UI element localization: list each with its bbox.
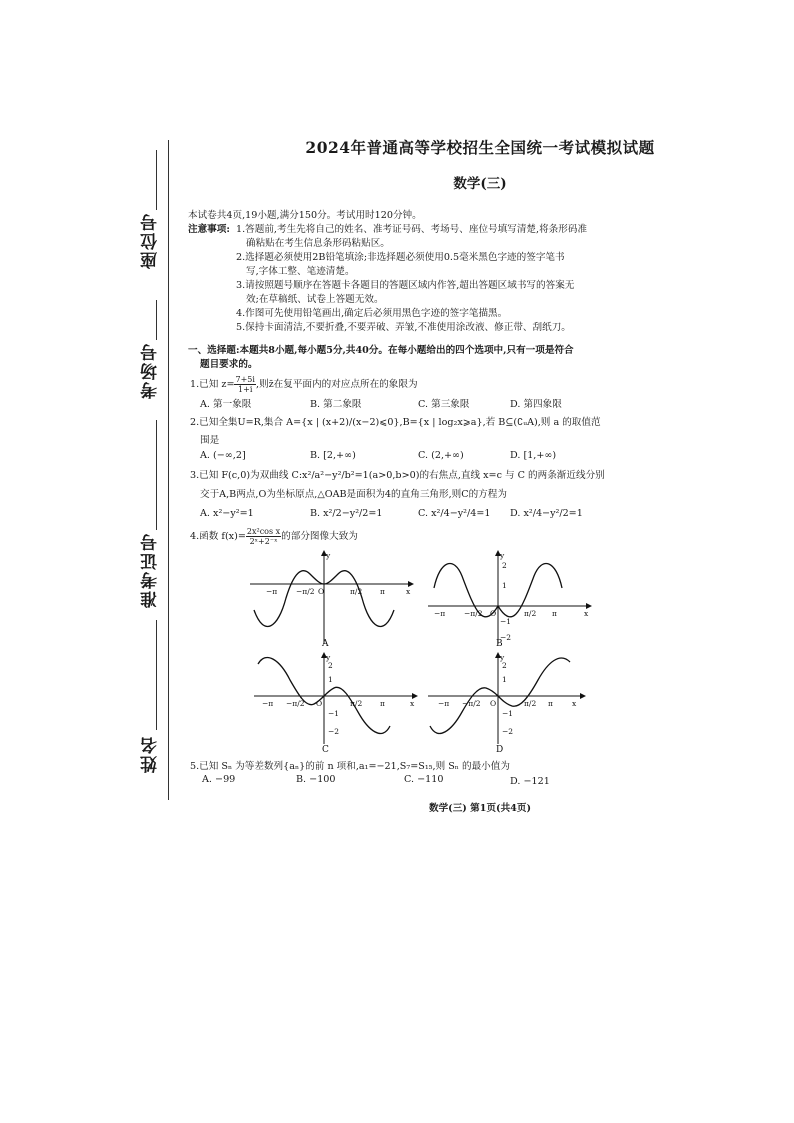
ytick-1: 1 xyxy=(328,675,333,684)
exam-room-label: 考场号 xyxy=(141,342,161,399)
q2-option-c: C. (2,+∞) xyxy=(418,450,464,461)
q4-denominator: 2ˣ+2⁻ˣ xyxy=(249,537,278,546)
q5-option-a: A. −99 xyxy=(202,774,236,785)
question-5: 5.已知 Sₙ 为等差数列{aₙ}的前 n 项和,a₁=−21,S₇=S₁₅,则 Sₙ 的最小值为 xyxy=(190,761,510,772)
tick-pi: π xyxy=(380,699,385,708)
question-4 xyxy=(190,526,358,548)
tick-neg-pi: −π xyxy=(266,587,278,596)
ytick-neg-1: −1 xyxy=(502,709,514,718)
origin-label: O xyxy=(316,699,323,708)
question-3-cont: 交于A,B两点,O为坐标原点,△OAB是面积为4的直角三角形,则C的方程为 xyxy=(200,489,507,500)
admission-number-label: 准考证号 xyxy=(141,532,161,608)
graph-c xyxy=(250,650,420,754)
q3-option-b: B. x²/2−y²/2=1 xyxy=(310,508,383,519)
y-label: y xyxy=(500,653,505,662)
q1-numerator: 7+5i xyxy=(235,375,255,384)
field-rule xyxy=(156,620,157,730)
q2-option-b: B. [2,+∞) xyxy=(310,450,356,461)
notice-item: 确粘贴在考生信息条形码粘贴区。 xyxy=(246,238,390,249)
notice-item: 效;在草稿纸、试卷上答题无效。 xyxy=(246,294,384,305)
x-arrow xyxy=(580,693,586,699)
ytick-neg-1: −1 xyxy=(500,617,512,626)
notice-item: 3.请按照题号顺序在答题卡各题目的答题区域内作答,超出答题区域书写的答案无 xyxy=(236,280,575,291)
ytick-neg-2: −2 xyxy=(328,727,340,736)
binding-line xyxy=(168,140,169,800)
field-rule xyxy=(156,150,157,210)
ytick-1: 1 xyxy=(502,675,507,684)
q5-option-b: B. −100 xyxy=(296,774,336,785)
seat-number-label: 座位号 xyxy=(141,212,161,269)
q1-option-a: A. 第一象限 xyxy=(200,399,252,410)
graph-caption: B xyxy=(496,639,503,648)
tick-neg-half-pi: −π/2 xyxy=(462,699,481,708)
question-1 xyxy=(190,374,418,396)
ytick-neg-2: −2 xyxy=(500,633,512,642)
tick-half-pi: π/2 xyxy=(524,699,537,708)
x-label: x xyxy=(584,609,589,618)
q1-option-d: D. 第四象限 xyxy=(510,399,562,410)
ytick-neg-2: −2 xyxy=(502,727,514,736)
question-3: 3.已知 F(c,0)为双曲线 C:x²/a²−y²/b²=1(a>0,b>0)的右焦点,直线 x=c 与 C 的两条渐近线分别 xyxy=(190,470,605,481)
x-label: x xyxy=(406,587,411,596)
field-rule xyxy=(156,420,157,530)
graph-caption: C xyxy=(322,745,329,754)
ytick-1: 1 xyxy=(502,581,507,590)
tick-pi: π xyxy=(380,587,385,596)
q1-prefix: 1.已知 z= xyxy=(190,379,235,390)
y-label: y xyxy=(500,551,505,560)
question-2: 2.已知全集U=R,集合 A={x | (x+2)/(x−2)⩽0},B={x | log₂x⩾a},若 B⊆(∁ᵤA),则 a 的取值范 xyxy=(190,417,601,428)
graph-d xyxy=(424,650,594,754)
q2-option-d: D. [1,+∞) xyxy=(510,450,557,461)
y-label: y xyxy=(326,551,331,560)
ytick-2: 2 xyxy=(502,561,507,570)
y-label: y xyxy=(326,653,331,662)
origin-label: O xyxy=(490,609,497,618)
section-heading: 一、选择题:本题共8小题,每小题5分,共40分。在每小题给出的四个选项中,只有一项是符合 xyxy=(188,345,574,356)
graph-caption: D xyxy=(496,745,504,754)
exam-title: 2024年普通高等学校招生全国统一考试模拟试题 xyxy=(305,138,655,157)
admission-number-field xyxy=(138,420,168,620)
seat-number-field xyxy=(138,150,168,270)
section-heading-cont: 题目要求的。 xyxy=(200,359,258,370)
q4-fraction xyxy=(246,527,281,546)
name-field xyxy=(138,620,168,790)
q3-option-d: D. x²/4−y²/2=1 xyxy=(510,508,583,519)
x-label: x xyxy=(572,699,577,708)
origin-label: O xyxy=(490,699,497,708)
tick-pi: π xyxy=(552,609,557,618)
origin-label: O xyxy=(318,587,325,596)
tick-half-pi: π/2 xyxy=(350,699,363,708)
tick-neg-pi: −π xyxy=(262,699,274,708)
q3-option-c: C. x²/4−y²/4=1 xyxy=(418,508,491,519)
q1-option-b: B. 第二象限 xyxy=(310,399,362,410)
ytick-neg-1: −1 xyxy=(328,709,340,718)
tick-neg-pi: −π xyxy=(434,609,446,618)
graph-caption: A xyxy=(322,639,329,648)
q5-option-c: C. −110 xyxy=(404,774,444,785)
page-footer: 数学(三) 第1页(共4页) xyxy=(428,803,531,814)
graph-b xyxy=(424,548,594,648)
q4-suffix: 的部分图像大致为 xyxy=(281,531,358,542)
name-label: 姓名 xyxy=(141,735,161,773)
ytick-2: 2 xyxy=(502,661,507,670)
tick-half-pi: π/2 xyxy=(524,609,537,618)
q2-option-a: A. (−∞,2] xyxy=(200,450,246,461)
q4-prefix: 4.函数 f(x)= xyxy=(190,531,246,542)
q4-numerator: 2x²cos x xyxy=(246,527,281,536)
notice-label: 注意事项: xyxy=(188,224,230,235)
q1-option-c: C. 第三象限 xyxy=(418,399,470,410)
notice-item: 1.答题前,考生先将自己的姓名、准考证号码、考场号、座位号填写清楚,将条形码准 xyxy=(236,224,588,235)
notice-item: 2.选择题必须使用2B铅笔填涂;非选择题必须使用0.5毫米黑色字迹的签字笔书 xyxy=(236,252,565,263)
q3-option-a: A. x²−y²=1 xyxy=(200,508,254,519)
question-2-cont: 围是 xyxy=(200,435,220,446)
ytick-2: 2 xyxy=(328,661,333,670)
tick-pi: π xyxy=(548,699,553,708)
notice-item: 写,字体工整、笔迹清楚。 xyxy=(246,266,355,277)
tick-neg-half-pi: −π/2 xyxy=(296,587,315,596)
tick-half-pi: π/2 xyxy=(350,587,363,596)
field-rule xyxy=(156,300,157,340)
q1-denominator: 1+i xyxy=(238,385,253,394)
tick-neg-pi: −π xyxy=(438,699,450,708)
graph-a xyxy=(246,548,416,648)
exam-subtitle: 数学(三) xyxy=(453,176,507,192)
tick-neg-half-pi: −π/2 xyxy=(286,699,305,708)
intro-text: 本试卷共4页,19小题,满分150分。考试用时120分钟。 xyxy=(188,210,422,221)
exam-room-field xyxy=(138,300,168,430)
notice-item: 5.保持卡面清洁,不要折叠,不要弄破、弄皱,不准使用涂改液、修正带、刮纸刀。 xyxy=(236,322,571,333)
q1-suffix: ,则z̄在复平面内的对应点所在的象限为 xyxy=(255,379,418,390)
q5-option-d: D. −121 xyxy=(510,776,550,787)
tick-neg-half-pi: −π/2 xyxy=(464,609,483,618)
notice-item: 4.作图可先使用铅笔画出,确定后必须用黑色字迹的签字笔描黑。 xyxy=(236,308,508,319)
x-label: x xyxy=(410,699,415,708)
q1-fraction xyxy=(234,375,255,394)
